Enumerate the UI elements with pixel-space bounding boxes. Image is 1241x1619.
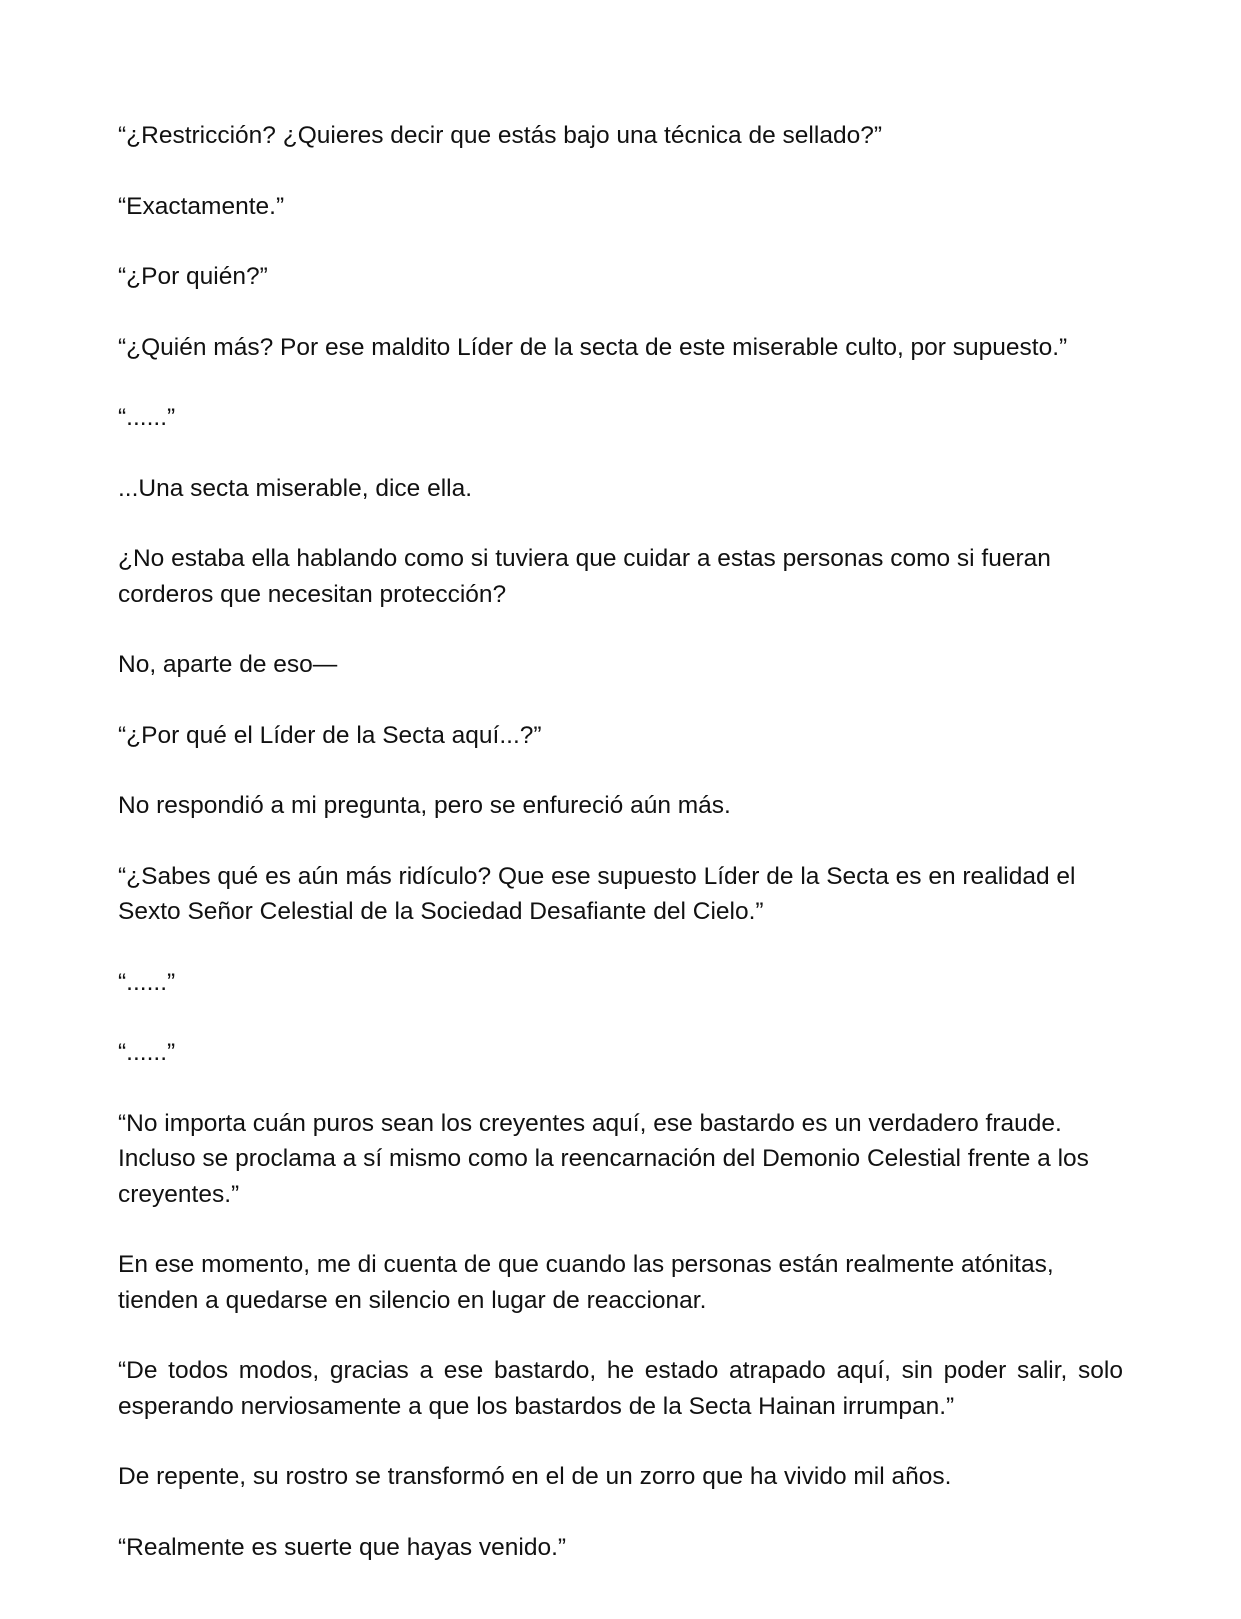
paragraph-13: “......” — [118, 1039, 176, 1066]
paragraph-14: “No importa cuán puros sean los creyentes aquí, ese bastardo es un verdadero fraude. Incluso se proclama a sí mismo como la reencarnación del Demonio Celestial frente a los creyentes.” — [118, 1109, 1089, 1208]
paragraph-12: “......” — [118, 968, 176, 996]
paragraph-17: De repente, su rostro se transformó en el de un zorro que ha vivido mil años. — [118, 1463, 952, 1490]
paragraph-10: No respondió a mi pregunta, pero se enfureció aún más. — [118, 792, 731, 819]
paragraph-6: ...Una secta miserable, dice ella. — [118, 474, 473, 502]
paragraph-18: “Realmente es suerte que hayas venido.” — [118, 1533, 567, 1561]
paragraph-4: “¿Quién más? Por ese maldito Líder de la secta de este miserable culto, por supuesto.” — [118, 333, 1068, 361]
paragraph-16: “De todos modos, gracias a ese bastardo, he estado atrapado aquí, sin poder salir, solo esperando nerviosamente a que los bastardos de la Secta Hainan irrumpan.” — [118, 1357, 1123, 1420]
paragraph-1: “¿Restricción? ¿Quieres decir que estás bajo una técnica de sellado?” — [118, 122, 882, 149]
paragraph-11: “¿Sabes qué es aún más ridículo? Que ese supuesto Líder de la Secta es en realidad el Sexto Señor Celestial de la Sociedad Desafiante del Cielo.” — [118, 862, 1076, 925]
paragraph-7: ¿No estaba ella hablando como si tuviera que cuidar a estas personas como si fueran corderos que necesitan protección? — [118, 545, 1051, 608]
paragraph-15: En ese momento, me di cuenta de que cuando las personas están realmente atónitas, tienden a quedarse en silencio en lugar de reaccionar. — [118, 1251, 1054, 1314]
paragraph-8: No, aparte de eso— — [118, 651, 338, 678]
text-body — [118, 118, 1123, 1600]
paragraph-3: “¿Por quién?” — [118, 263, 268, 290]
paragraph-9: “¿Por qué el Líder de la Secta aquí...?” — [118, 721, 542, 749]
paragraph-5: “......” — [118, 404, 176, 431]
paragraph-2: “Exactamente.” — [118, 192, 285, 220]
